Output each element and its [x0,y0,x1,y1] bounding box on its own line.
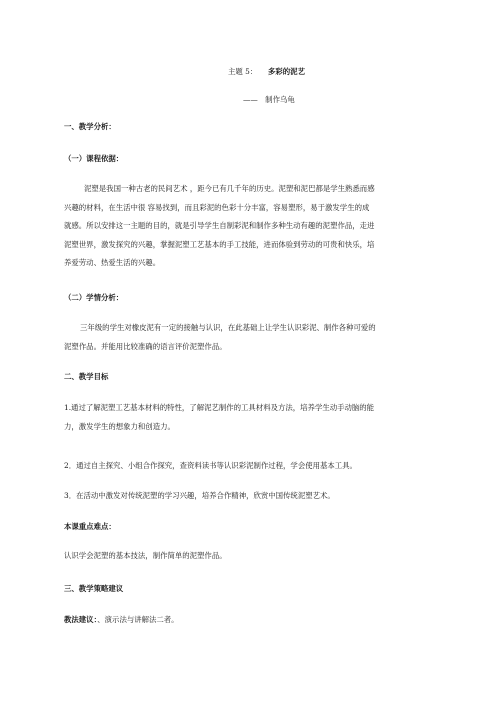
paragraph-line: 力，激发学生的想象力和创造力。 [64,421,175,431]
section-1-heading: 一、教学分析： [64,122,116,131]
key-points-heading: 本课重点难点： [64,522,116,531]
section-3-heading: 三、教学策略建议 [64,584,124,593]
section-1-1-heading: （一）课程依据： [64,154,124,163]
paragraph-line: 泥塑是我国一种古老的民间艺术 ，距今已有几千年的历史。泥塑和泥巴都是学生熟悉而感 [84,184,375,193]
theme-label: 主题 5： [228,67,258,76]
key-points-text: 认识学会泥塑的基本技法，制作简单的泥塑作品。 [64,551,227,560]
section-1-2-heading: （二）学情分析： [64,293,124,302]
paragraph-line: 三年级的学生对橡皮泥有一定的接触与认识，在此基础上让学生认识彩泥、制作各种可爱的 [80,323,376,332]
paragraph-line: 兴趣的材料，在生活中很 容易找到，而且彩泥的色彩十分丰富，容易塑形，易于激发学生的成 [64,202,370,212]
student-analysis-paragraph [64,319,440,356]
method-suggestion-line [64,614,179,625]
paragraph-line: 就感。所以安排这一主题的目的，就是引导学生自制彩泥和制作多种生动有趣的泥塑作品，走进 [64,221,375,230]
paragraph-line: 泥塑作品。并能用比较准确的语言评价泥塑作品。 [64,341,227,351]
goal-3-text: 3．在活动中激发对传统泥塑的学习兴趣，培养合作精神，欣赏中国传统泥塑艺术。 [64,491,335,500]
method-text: 、演示法与讲解法二者。 [97,615,179,624]
method-label: 教法建议： [64,615,98,624]
course-basis-paragraph [64,180,440,273]
theme-title: 多彩的泥艺 [268,67,305,76]
goal-2-text: 2．通过自主探究、小组合作探究，查资料读书等认识彩泥制作过程，学会使用基本工具。 [64,461,357,470]
paragraph-line: 养爱劳动、热爱生活的兴趣。 [64,258,161,267]
paragraph-line: 1.通过了解泥塑工艺基本材料的特性，了解泥艺制作的工具材料及方法，培养学生动手动脑的能 [64,403,375,412]
subtitle: —— 制作乌龟 [243,95,295,104]
goal-1-paragraph [64,399,440,436]
section-2-heading: 二、教学目标 [64,372,109,381]
paragraph-line: 泥塑世界，激发探究的兴趣，掌握泥塑工艺基本的手工技能，进而体验到劳动的可贵和快乐，培 [64,239,375,249]
